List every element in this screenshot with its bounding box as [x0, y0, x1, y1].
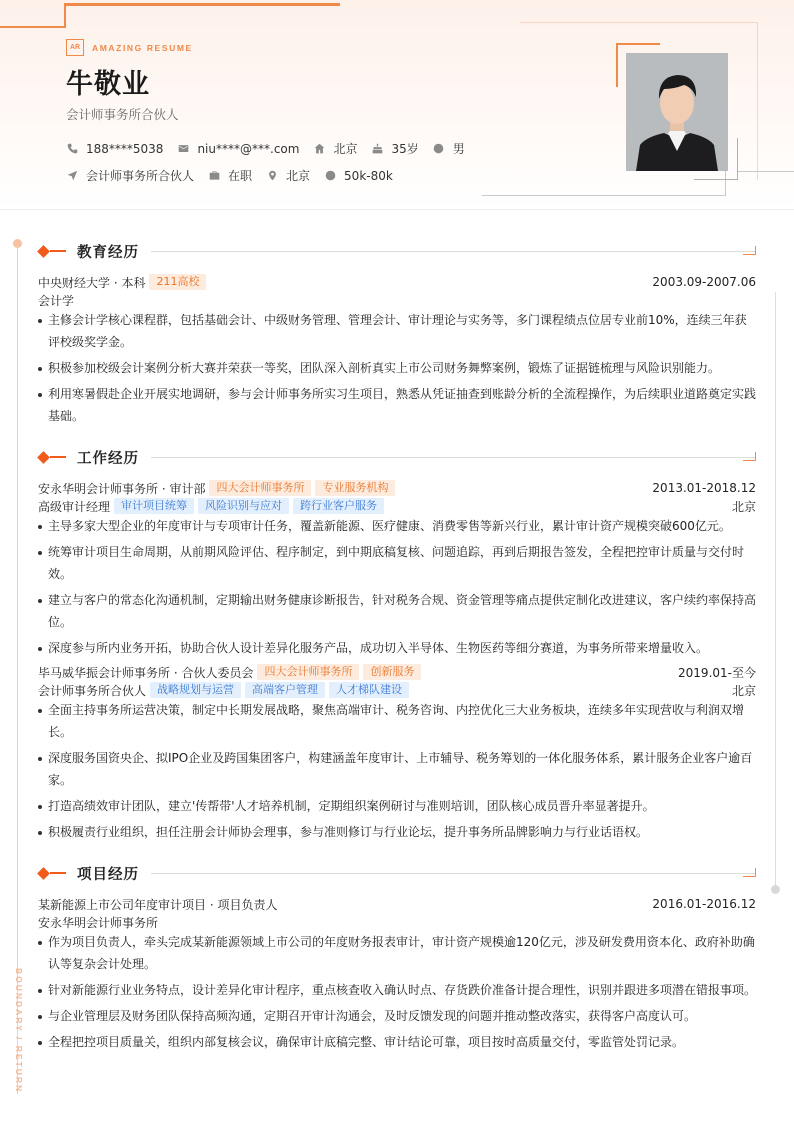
list-item: 主修会计学核心课程群，包括基础会计、中级财务管理、管理会计、审计理论与实务等，多门课程绩点位居专业前10%，连续三年获评校级奖学金。	[38, 309, 756, 353]
job-position: 会计师事务所合伙人	[38, 683, 147, 698]
section-divider	[151, 251, 756, 252]
section-dash	[50, 250, 66, 252]
list-item: 针对新能源行业业务特点，设计差异化审计程序，重点核查收入确认时点、存货跌价准备计提合理性，识别并跟进多项潜在错报事项。	[38, 979, 756, 1001]
company-tag: 专业服务机构	[315, 480, 395, 496]
diamond-icon	[37, 451, 50, 464]
job-city: 北京	[731, 499, 756, 514]
education-section	[38, 241, 756, 431]
status-row	[66, 167, 407, 184]
resume-header	[0, 0, 794, 210]
section-header	[38, 241, 756, 261]
home-icon	[313, 143, 325, 155]
education-date: 2003.09-2007.06	[652, 275, 756, 289]
decor-line	[738, 171, 794, 172]
gender-icon	[433, 143, 445, 155]
education-major-row	[38, 291, 756, 309]
list-item: 全面主持事务所运营决策，制定中长期发展战略，聚焦高端审计、税务咨询、内控优化三大业务板块，连续多年实现营收与利润双增长。	[38, 699, 756, 743]
project-name: 某新能源上市公司年度审计项目 · 项目负责人	[38, 897, 278, 912]
target-city-text: 北京	[286, 169, 311, 183]
skill-tag: 跨行业客户服务	[293, 498, 384, 514]
section-title: 项目经历	[77, 866, 139, 883]
info-email	[177, 142, 299, 156]
salary-text: 50k-80k	[344, 168, 393, 183]
right-rail	[775, 292, 776, 888]
info-phone	[66, 142, 163, 156]
info-target-job	[66, 167, 194, 184]
gender-text: 男	[452, 142, 465, 156]
company-tag: 四大会计师事务所	[209, 480, 311, 496]
rail-dot	[771, 885, 780, 894]
job-bullets	[38, 515, 756, 659]
list-item: 积极参加校级会计案例分析大赛并荣获一等奖，团队深入剖析真实上市公司财务舞弊案例，锻炼了证据链梳理与风险识别能力。	[38, 357, 756, 379]
list-item: 深度服务国资央企、拟IPO企业及跨国集团客户，构建涵盖年度审计、上市辅导、税务筹划的一体化服务体系，累计服务企业客户逾百家。	[38, 747, 756, 791]
section-corner-decor	[743, 452, 756, 461]
work-section	[38, 447, 756, 847]
list-item: 建立与客户的常态化沟通机制，定期输出财务健康诊断报告，针对税务合规、资金管理等痛点提供定制化改进建议，客户续约率保持高位。	[38, 589, 756, 633]
section-divider	[151, 873, 756, 874]
diamond-icon	[37, 245, 50, 258]
skill-tag: 战略规划与运营	[150, 682, 241, 698]
contact-row	[66, 140, 479, 157]
list-item: 统筹审计项目生命周期，从前期风险评估、程序制定，到中期底稿复核、问题追踪，再到后期报告签发，全程把控审计质量与交付时效。	[38, 541, 756, 585]
list-item: 主导多家大型企业的年度审计与专项审计任务，覆盖新能源、医疗健康、消费零售等新兴行业，累计审计资产规模突破600亿元。	[38, 515, 756, 537]
section-dash	[50, 872, 66, 874]
decor-corner	[0, 3, 66, 28]
job-date: 2019.01-至今	[678, 665, 756, 680]
section-header	[38, 863, 756, 883]
project-bullets	[38, 931, 756, 1053]
company-tag: 创新服务	[363, 664, 421, 680]
education-entry-header	[38, 273, 756, 291]
info-gender	[433, 140, 465, 157]
target-job-text: 会计师事务所合伙人	[86, 169, 195, 183]
section-corner-decor	[743, 246, 756, 255]
project-header	[38, 895, 756, 913]
job-position: 高级审计经理	[38, 499, 111, 514]
info-status	[208, 167, 252, 184]
email-text: niu****@***.com	[197, 141, 300, 156]
section-corner-decor	[743, 868, 756, 877]
portrait-image	[626, 53, 728, 171]
job-city: 北京	[731, 683, 756, 698]
list-item: 作为项目负责人，牵头完成某新能源领域上市公司的年度财务报表审计，审计资产规模逾120亿元，涉及研发费用资本化、政府补助确认等复杂会计处理。	[38, 931, 756, 975]
decor-line	[64, 3, 340, 6]
location-pin-icon	[266, 170, 278, 182]
send-icon	[66, 170, 78, 182]
list-item: 利用寒暑假赴企业开展实地调研，参与会计师事务所实习生项目，熟悉从凭证抽查到账龄分析的全流程操作，为后续职业道路奠定实践基础。	[38, 383, 756, 427]
brand	[66, 39, 193, 56]
section-header	[38, 447, 756, 467]
candidate-name: 牛敬业	[66, 69, 150, 100]
section-dash	[50, 456, 66, 458]
age-text: 35岁	[391, 142, 419, 156]
side-caption: BOUNDARY / RETURN	[14, 968, 24, 1094]
info-target-city	[266, 167, 310, 184]
job-position-row	[38, 497, 756, 515]
section-divider	[151, 457, 756, 458]
list-item: 全程把控项目质量关，组织内部复核会议，确保审计底稿完整、审计结论可靠，项目按时高质量交付，零监管处罚记录。	[38, 1031, 756, 1053]
education-bullets	[38, 309, 756, 427]
project-org-row	[38, 913, 756, 931]
info-age	[371, 140, 418, 157]
list-item: 打造高绩效审计团队，建立'传帮带'人才培养机制，定期组织案例研讨与准则培训，团队核心成员晋升率显著提升。	[38, 795, 756, 817]
left-rail	[17, 244, 18, 1094]
profile-photo	[626, 53, 728, 171]
projects-section	[38, 863, 756, 1057]
company-name: 毕马威华振会计师事务所 · 合伙人委员会	[38, 665, 254, 680]
phone-icon	[66, 143, 78, 155]
project-org: 安永华明会计师事务所	[38, 915, 159, 930]
candidate-title: 会计师事务所合伙人	[66, 107, 179, 122]
skill-tag: 审计项目统筹	[114, 498, 194, 514]
list-item: 深度参与所内业务开拓，协助合伙人设计差异化服务产品，成功切入半导体、生物医药等细分赛道，为事务所带来增量收入。	[38, 637, 756, 659]
job-date: 2013.01-2018.12	[652, 481, 756, 495]
list-item: 与企业管理层及财务团队保持高频沟通，定期召开审计沟通会，及时反馈发现的问题并推动整改落实，获得客户高度认可。	[38, 1005, 756, 1027]
skill-tag: 高端客户管理	[245, 682, 325, 698]
major: 会计学	[38, 293, 75, 308]
skill-tag: 风险识别与应对	[198, 498, 289, 514]
section-title: 工作经历	[77, 450, 139, 467]
job-position-row	[38, 681, 756, 699]
info-salary	[324, 169, 393, 183]
company-name: 安永华明会计师事务所 · 审计部	[38, 481, 206, 496]
school-name: 中央财经大学 · 本科	[38, 275, 146, 290]
section-title: 教育经历	[77, 244, 139, 261]
info-city	[313, 140, 357, 157]
project-date: 2016.01-2016.12	[652, 897, 756, 911]
job-bullets	[38, 699, 756, 843]
brand-text: AMAZING RESUME	[92, 42, 193, 53]
salary-icon	[324, 170, 336, 182]
school-tag: 211高校	[149, 274, 206, 290]
brand-logo: AR	[66, 39, 84, 56]
status-text: 在职	[228, 169, 253, 183]
phone-text: 188****5038	[86, 141, 164, 156]
mail-icon	[177, 143, 189, 155]
list-item: 积极履责行业组织，担任注册会计师协会理事，参与准则修订与行业论坛，提升事务所品牌影响力与行业话语权。	[38, 821, 756, 843]
company-tag: 四大会计师事务所	[257, 664, 359, 680]
skill-tag: 人才梯队建设	[329, 682, 409, 698]
job-header	[38, 479, 756, 497]
diamond-icon	[37, 867, 50, 880]
cake-icon	[371, 143, 383, 155]
briefcase-icon	[208, 170, 220, 182]
city-text: 北京	[333, 142, 358, 156]
job-header	[38, 663, 756, 681]
